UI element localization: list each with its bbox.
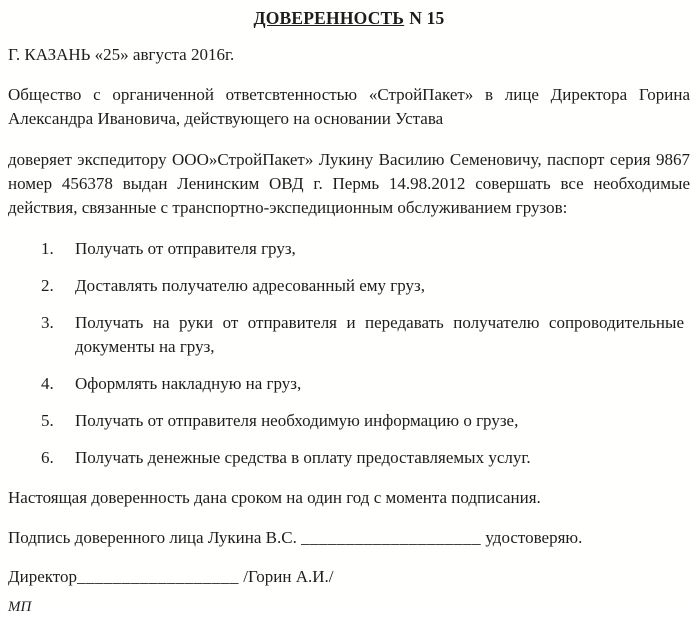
document-title-number: N 15 bbox=[409, 8, 445, 28]
director-name: /Горин А.И./ bbox=[238, 567, 334, 586]
list-item-number: 1. bbox=[41, 239, 54, 258]
powers-list bbox=[8, 237, 690, 470]
document-title-main: ДОВЕРЕННОСТЬ bbox=[253, 8, 405, 28]
list-item-number: 2. bbox=[41, 276, 54, 295]
list-item-2 bbox=[41, 274, 684, 298]
list-item-number: 4. bbox=[41, 374, 54, 393]
term-line: Настоящая доверенность дана сроком на один год с момента подписания. bbox=[8, 488, 541, 507]
stamp-mark: МП bbox=[8, 599, 32, 615]
list-item-1 bbox=[41, 237, 684, 261]
attestation-prefix: Подпись доверенного лица Лукина В.С. bbox=[8, 528, 302, 547]
list-item-4 bbox=[41, 372, 684, 396]
list-item-text: Получать денежные средства в оплату предоставляемых услуг. bbox=[75, 448, 531, 467]
intro-paragraph: Общество с органиченной ответсвтенностью «СтройПакет» в лице Директора Горина Александра Ивановича, действующего на основании Устава bbox=[8, 85, 690, 128]
list-item-text: Доставлять получателю адресованный ему груз, bbox=[75, 276, 425, 295]
signature-blank: ____________________ bbox=[301, 528, 482, 547]
list-item-text: Получать на руки от отправителя и передавать получателю сопроводительные документы на груз, bbox=[75, 313, 684, 356]
list-item-5 bbox=[41, 409, 684, 433]
authorization-paragraph: доверяет экспедитору ООО»СтройПакет» Лукину Василию Семеновичу, паспорт серия 9867 номер 456378 выдан Ленинским ОВД г. Пермь 14.98.2012 совершать все необходимые действия, связанные с транспортно-экспедиционным обслуживанием грузов: bbox=[8, 150, 690, 217]
list-item-text: Получать от отправителя необходимую информацию о грузе, bbox=[75, 411, 519, 430]
list-item-6 bbox=[41, 446, 684, 470]
list-item-number: 6. bbox=[41, 448, 54, 467]
list-item-text: Оформлять накладную на груз, bbox=[75, 374, 302, 393]
list-item-number: 5. bbox=[41, 411, 54, 430]
document-title bbox=[8, 6, 690, 30]
list-item-text: Получать от отправителя груз, bbox=[75, 239, 296, 258]
list-item-3 bbox=[41, 311, 684, 359]
director-signature-line bbox=[8, 565, 690, 589]
list-item-number: 3. bbox=[41, 313, 54, 332]
director-signature-blank: __________________ bbox=[76, 567, 239, 586]
director-label: Директор bbox=[8, 567, 77, 586]
attestation-suffix: удостоверяю. bbox=[481, 528, 583, 547]
city-date-line: Г. КАЗАНЬ «25» августа 2016г. bbox=[8, 45, 235, 64]
attestation-line bbox=[8, 526, 690, 550]
